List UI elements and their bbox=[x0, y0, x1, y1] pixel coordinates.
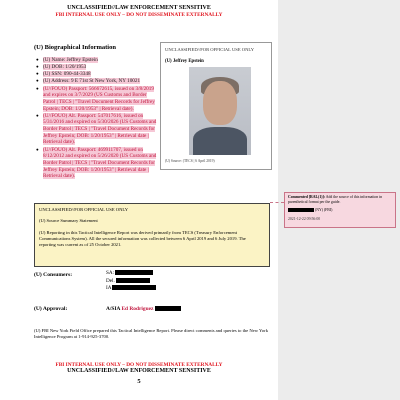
bio-dob-text: (U) DOB: 1/20/1953 bbox=[43, 64, 87, 71]
consumers-label: (U) Consumers: bbox=[34, 272, 73, 278]
banner-bottom-line1: FBI INTERNAL USE ONLY – DO NOT DISSEMINATE EXTERNALLY bbox=[55, 362, 223, 368]
consumer-row bbox=[106, 285, 156, 293]
classification-banner-bottom bbox=[0, 362, 278, 375]
photo-face bbox=[203, 81, 237, 125]
redaction-block bbox=[115, 270, 153, 275]
approval-label: (U) Approval: bbox=[34, 306, 68, 312]
bio-passport-2-text: (U//FOUO) Alt. Passport: 547017616, issued on 5/31/2016 and expired on 5/30/2026 (US Customs and Border Patrol | TECS | "Travel Document Records for Jeffrey Epstein; DOB: 1/20/1953" | Retrieval date | Retrieval date). bbox=[43, 112, 157, 146]
bio-name[interactable] bbox=[43, 57, 159, 64]
consumer-role: Del. bbox=[106, 277, 115, 284]
page-number: 5 bbox=[137, 378, 141, 385]
approval-value bbox=[106, 306, 181, 312]
subject-photo[interactable] bbox=[189, 67, 251, 155]
footnote: (U) FBI New York Field Office prepared this Tactical Intelligence Report. Please direct comments and queries to the New York Intelligence Program at 1-914-925-3700. bbox=[34, 328, 268, 339]
redaction-block bbox=[155, 306, 181, 311]
source-summary-box bbox=[34, 203, 270, 267]
photo-caption-marking: UNCLASSIFIED//FOR OFFICIAL USE ONLY bbox=[165, 47, 255, 52]
bio-address[interactable] bbox=[43, 78, 159, 85]
comment-office: (NY) (FBI) bbox=[314, 208, 333, 212]
consumer-role: IA bbox=[106, 285, 112, 292]
bio-passport-1-text: (U//FOUO) Passport: 566672615, issued on 3/8/2019 and expires on 3/7/2029 (US Customs and Border Patrol | TECS | "Travel Document Records for Jeffrey Epstein; DOB: 1/20/1953" | Retrieval date). bbox=[43, 85, 155, 112]
comment-date: 2021-12-22 09:56:00 bbox=[288, 217, 321, 221]
redaction-block bbox=[288, 208, 314, 212]
bio-passport-3[interactable] bbox=[43, 147, 159, 180]
photo-caption-name: (U) Jeffrey Epstein bbox=[165, 59, 204, 64]
classification-banner-top bbox=[0, 5, 278, 18]
bio-name-text: (U) Name: Jeffrey Epstein bbox=[43, 57, 98, 63]
comment-attribution bbox=[288, 208, 332, 213]
banner-top-line1: UNCLASSIFIED//LAW ENFORCEMENT SENSITIVE bbox=[67, 5, 211, 11]
comment-connector bbox=[270, 202, 284, 203]
comment-author: Commented [RAL(1)]: bbox=[288, 195, 326, 199]
consumer-role: SA: bbox=[106, 270, 115, 276]
photo-source: (U) Source: (TECS | 6 April 2019) bbox=[165, 159, 215, 163]
consumers-list bbox=[106, 270, 156, 293]
bio-list bbox=[36, 57, 159, 180]
bio-passport-1[interactable] bbox=[43, 86, 159, 113]
consumer-row bbox=[106, 270, 156, 278]
bio-ssn-text: (U) SSN: 090-44-3348 bbox=[43, 71, 91, 78]
approval-prefix: A/SIA bbox=[106, 306, 121, 312]
bio-ssn[interactable] bbox=[43, 71, 159, 78]
redaction-block bbox=[112, 285, 156, 290]
review-comment[interactable] bbox=[284, 192, 396, 228]
photo-shirt bbox=[193, 127, 247, 155]
redaction-block bbox=[116, 278, 150, 283]
approval-name: Ed Rodriguez bbox=[121, 306, 154, 312]
comment-text: Add the source of this information in parenthetical format per the guide. bbox=[288, 195, 383, 204]
photo-panel bbox=[160, 42, 272, 170]
bio-dob[interactable] bbox=[43, 64, 159, 71]
bio-passport-2[interactable] bbox=[43, 113, 159, 146]
source-summary-marking: UNCLASSIFIED//FOR OFFICIAL USE ONLY bbox=[39, 207, 129, 212]
comment-body bbox=[288, 195, 392, 205]
banner-bottom-line2: UNCLASSIFIED//LAW ENFORCEMENT SENSITIVE bbox=[67, 368, 211, 375]
consumer-row bbox=[106, 278, 156, 286]
source-summary-heading: (U) Source Summary Statement bbox=[39, 218, 98, 223]
section-title: (U) Biographical Information bbox=[34, 44, 116, 51]
bio-address-text: (U) Address: 9 E 71st St New York, NY 10021 bbox=[43, 78, 141, 85]
bio-passport-3-text: (U//FOUO) Alt. Passport: 469911707, issued on 8/12/2012 and expired on 5/26/2020 (US Customs and Border Patrol | TECS | "Travel Document Records for Jeffrey Epstein; DOB: 1/20/1953" | Retrieval date | Retrieval date). bbox=[43, 146, 157, 180]
banner-top-line2: FBI INTERNAL USE ONLY – DO NOT DISSEMINATE EXTERNALLY bbox=[55, 11, 223, 18]
source-summary-body: (U) Reporting in this Tactical Intelligence Report was derived primarily from TECS (Treasury Enforcement Communications System). All the secured information was collected between 6 April 2019 and 6 July 2019. The reporting was current as of 25 October 2021. bbox=[39, 230, 246, 247]
